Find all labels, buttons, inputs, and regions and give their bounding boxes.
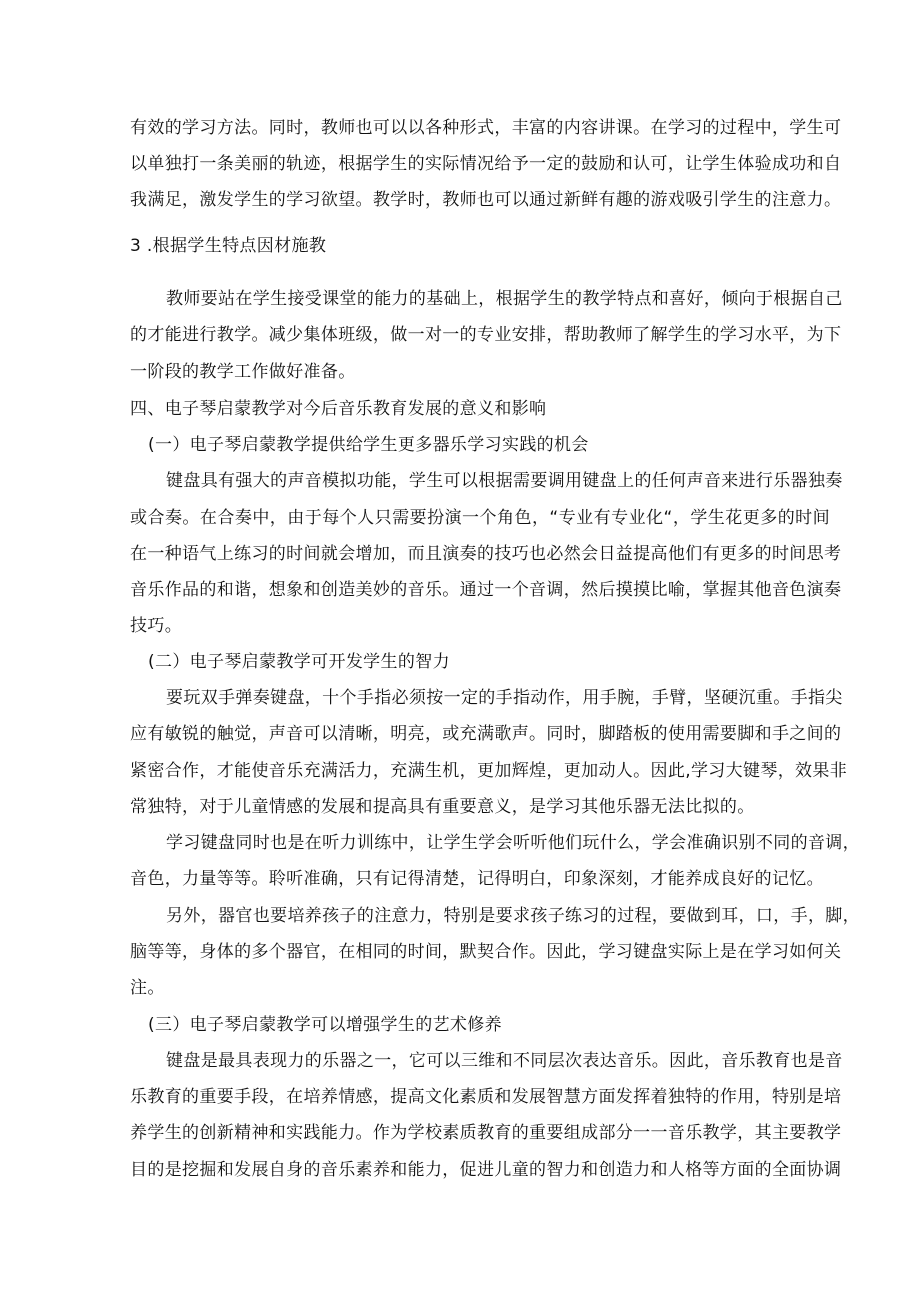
body-line: 常独特，对于儿童情感的发展和提高具有重要意义，是学习其他乐器无法比拟的。	[130, 797, 755, 817]
body-line: 目的是挖掘和发展自身的音乐素养和能力，促进儿童的智力和创造力和人格等方面的全面协调	[130, 1160, 842, 1180]
section-heading-4: 四、电子琴启蒙教学对今后音乐教育发展的意义和影响	[130, 399, 547, 419]
body-line: 应有敏锐的触觉，声音可以清晰，明亮，或充满歌声。同时，脚踏板的使用需要脚和手之间的	[130, 724, 842, 744]
body-line: 的才能进行教学。减少集体班级，做一对一的专业安排，帮助教师了解学生的学习水平，为下	[130, 325, 842, 345]
body-line: 乐教育的重要手段，在培养情感，提高文化素质和发展智慧方面发挥着独特的作用，特别是培	[130, 1087, 842, 1107]
body-line: 学习键盘同时也是在听力训练中，让学生学会听听他们玩什么，学会准确识别不同的音调，	[166, 833, 860, 853]
body-line: 有效的学习方法。同时，教师也可以以各种形式，丰富的内容讲课。在学习的过程中，学生可	[130, 118, 842, 138]
subheading-3: 3 .根据学生特点因材施教	[130, 236, 327, 256]
subsection-heading-1: (一）电子琴启蒙教学提供给学生更多器乐学习实践的机会	[148, 435, 589, 455]
body-line: 键盘是最具表现力的乐器之一，它可以三维和不同层次表达音乐。因此，音乐教育也是音	[166, 1051, 843, 1071]
body-line: 音乐作品的和谐，想象和创造美妙的音乐。通过一个音调，然后摸摸比喻，掌握其他音色演奏	[130, 580, 842, 600]
subsection-heading-2: (二）电子琴启蒙教学可开发学生的智力	[148, 652, 450, 672]
body-line: 脑等等，身体的多个器官，在相同的时间，默契合作。因此，学习键盘实际上是在学习如何关	[130, 942, 842, 962]
body-line: 我满足，激发学生的学习欲望。教学时，教师也可以通过新鲜有趣的游戏吸引学生的注意力。	[130, 190, 842, 210]
subsection-heading-3: (三）电子琴启蒙教学可以增强学生的艺术修养	[148, 1015, 502, 1035]
body-line: 或合奏。在合奏中，由于每个人只需要扮演一个角色，“专业有专业化“，学生花更多的时间	[130, 508, 830, 528]
body-line: 音色，力量等等。聆听准确，只有记得清楚，记得明白，印象深刻，才能养成良好的记忆。	[130, 869, 824, 889]
body-line: 键盘具有强大的声音模拟功能，学生可以根据需要调用键盘上的任何声音来进行乐器独奏	[166, 471, 843, 491]
body-line: 技巧。	[130, 616, 183, 636]
body-line: 以单独打一条美丽的轨迹，根据学生的实际情况给予一定的鼓励和认可，让学生体验成功和自	[130, 154, 842, 174]
body-line: 一阶段的教学工作做好准备。	[130, 362, 356, 382]
body-line: 要玩双手弹奏键盘，十个手指必须按一定的手指动作，用手腕，手臂，坚硬沉重。手指尖	[166, 688, 843, 708]
body-line: 教师要站在学生接受课堂的能力的基础上，根据学生的教学特点和喜好，倾向于根据自己	[166, 289, 843, 309]
body-line: 紧密合作，才能使音乐充满活力，充满生机，更加辉煌，更加动人。因此,学习大键琴，效果非	[130, 761, 848, 781]
body-line: 在一种语气上练习的时间就会增加，而且演奏的技巧也必然会日益提高他们有更多的时间思考	[130, 544, 842, 564]
body-line: 养学生的创新精神和实践能力。作为学校素质教育的重要组成部分一一音乐教学，其主要教学	[130, 1123, 842, 1143]
body-line: 注。	[130, 978, 165, 998]
body-line: 另外，器官也要培养孩子的注意力，特别是要求孩子练习的过程，要做到耳，口，手，脚，	[166, 906, 860, 926]
